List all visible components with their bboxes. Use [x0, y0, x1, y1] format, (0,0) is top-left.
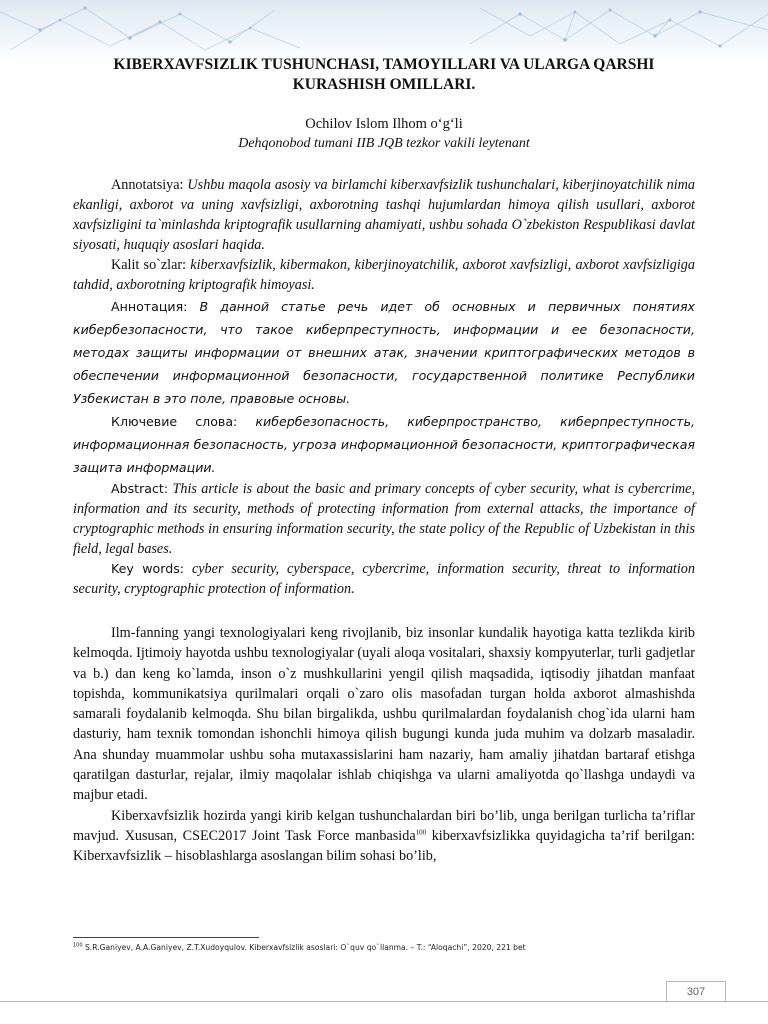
body-paragraph-1: Ilm-fanning yangi texnologiyalari keng rivojlanib, biz insonlar kundalik hayotiga katta tezlikda kirib kelmoqda. Ijtimoiy hayotda ushbu texnologiyalar (uyali aloqa vositalari, shaxsiy kompyuterlar, turli gadjetlar va b.) dan keng ko`lamda, inson o`z mushkullarini yengil qilish maqsadida, iqtisodiy jihatdan manfaat topishda, kommunikatsiya qurilmalari orqali o`zaro olis masofadan turgan holda axborot almashishda samarali foydalanib kelmoqda. Shu bilan birgalikda, ushbu qurilmalardan foydalanish chog`ida ularni ham dasturiy, ham texnik tomondan ishonchli himoya qilish bugungi kunda juda muhim va dolzarb masaladir. Ana shunday muammolar ushbu soha mutaxassislarini ham nazariy, ham amaliy jihatdan bartaraf etishga qaratilgan dasturlar, rejalar, ilmiy maqolalar ishlab chiqishga va ularni amaliyotda qo`llashga undaydi va majbur etadi. — [73, 625, 695, 804]
keywords-en-text: cyber security, cyberspace, cybercrime, information security, threat to information security, cryptographic protection of information. — [73, 561, 695, 597]
keywords-uz-label: Kalit so`zlar: — [111, 257, 187, 273]
keywords-ru-label: Ключевие слова: — [111, 414, 238, 429]
footnote-separator — [73, 937, 259, 938]
body-paragraph-2-end: kiberxavfsizlikka quyidagicha ta’rif berilgan: Kiberxavfsizlik – hisoblashlarga asoslangan bilim sohasi bo’lib, — [73, 827, 695, 865]
abstract-ru — [73, 295, 695, 410]
abstract-uz — [73, 175, 695, 255]
keywords-en-label: Key words: — [111, 561, 184, 576]
footnote-reference[interactable]: 100 — [415, 828, 427, 837]
body-paragraph-2-start: Kiberxavfsizlik hozirda yangi kirib kelgan tushunchalardan biri bo’lib, unga berilgan turlicha ta’riflar mavjud. Xususan, CSEC2017 Joint Task Force manbasida — [73, 807, 695, 844]
keywords-en — [73, 559, 695, 599]
article-page — [73, 55, 695, 867]
abstract-en-label: Abstract: — [111, 481, 169, 496]
author-name: Ochilov Islom Ilhom o‘g‘li — [305, 116, 463, 132]
keywords-ru — [73, 410, 695, 479]
keywords-ru-text: кибербезопасность, киберпространство, киберпреступность, информационная безопасность, угроза информационной безопасности, криптографическая защита информации. — [73, 414, 695, 475]
body-paragraph-2 — [73, 806, 695, 867]
abstract-uz-text: Ushbu maqola asosiy va birlamchi kiberxavfsizlik tushunchalari, kiberjinoyatchilik nima ekanligi, axborot va uning xavfsizligi, axborotning tashqi hujumlardan himoya qilish usullari, axborot xavfsizligini ta`minlashda kriptografik usullarning ahamiyati, ushbu sohada O`zbekiston Respublikasi davlat siyosati, huquqiy asoslari haqida. — [73, 177, 695, 253]
author-affiliation: Dehqonobod tumani IIB JQB tezkor vakili leytenant — [238, 136, 530, 151]
title-line-1: KIBERXAVFSIZLIK TUSHUNCHASI, TAMOYILLARI VA ULARGA QARSHI — [113, 56, 655, 73]
abstract-en — [73, 479, 695, 559]
keywords-uz-text: kiberxavfsizlik, kibermakon, kiberjinoyatchilik, axborot xavfsizligi, axborot xavfsizligiga tahdid, axborotning kriptografik himoyasi. — [73, 257, 695, 293]
header-decoration — [0, 0, 768, 62]
article-title — [73, 55, 695, 95]
footnote — [73, 943, 695, 952]
abstract-en-text: This article is about the basic and primary concepts of cyber security, what is cybercrime, information and its security, methods of protecting information from external attacks, the importance of cryptographic methods in ensuring information security, the state policy of the Republic of Uzbekistan in this field, legal bases. — [73, 481, 695, 557]
page-footer-rule — [0, 1001, 768, 1002]
title-line-2: KURASHISH OMILLARI. — [292, 76, 476, 93]
footnote-text: S.R.Ganiyev, A.A.Ganiyev, Z.T.Xudoyqulov. Kiberxavfsizlik asoslari: O`quv qo`llanma. – T.: “Aloqachi”, 2020, 221 bet — [82, 943, 526, 952]
keywords-uz — [73, 255, 695, 295]
abstract-ru-text: В данной статье речь идет об основных и первичных понятиях кибербезопасности, что такое киберпреступность, информации и ее безопасности, методах защиты информации от внешних атак, значении криптографических методов в обеспечении информационной безопасности, государственной политике Республики Узбекистан в это поле, правовые основы. — [73, 299, 695, 406]
abstract-uz-label: Annotatsiya: — [111, 177, 184, 193]
page-number: 307 — [666, 981, 726, 1002]
footnote-number: 100 — [73, 942, 83, 949]
network-pattern-graphic — [0, 0, 768, 62]
article-body — [73, 623, 695, 867]
abstract-ru-label: Аннотация: — [111, 299, 188, 314]
